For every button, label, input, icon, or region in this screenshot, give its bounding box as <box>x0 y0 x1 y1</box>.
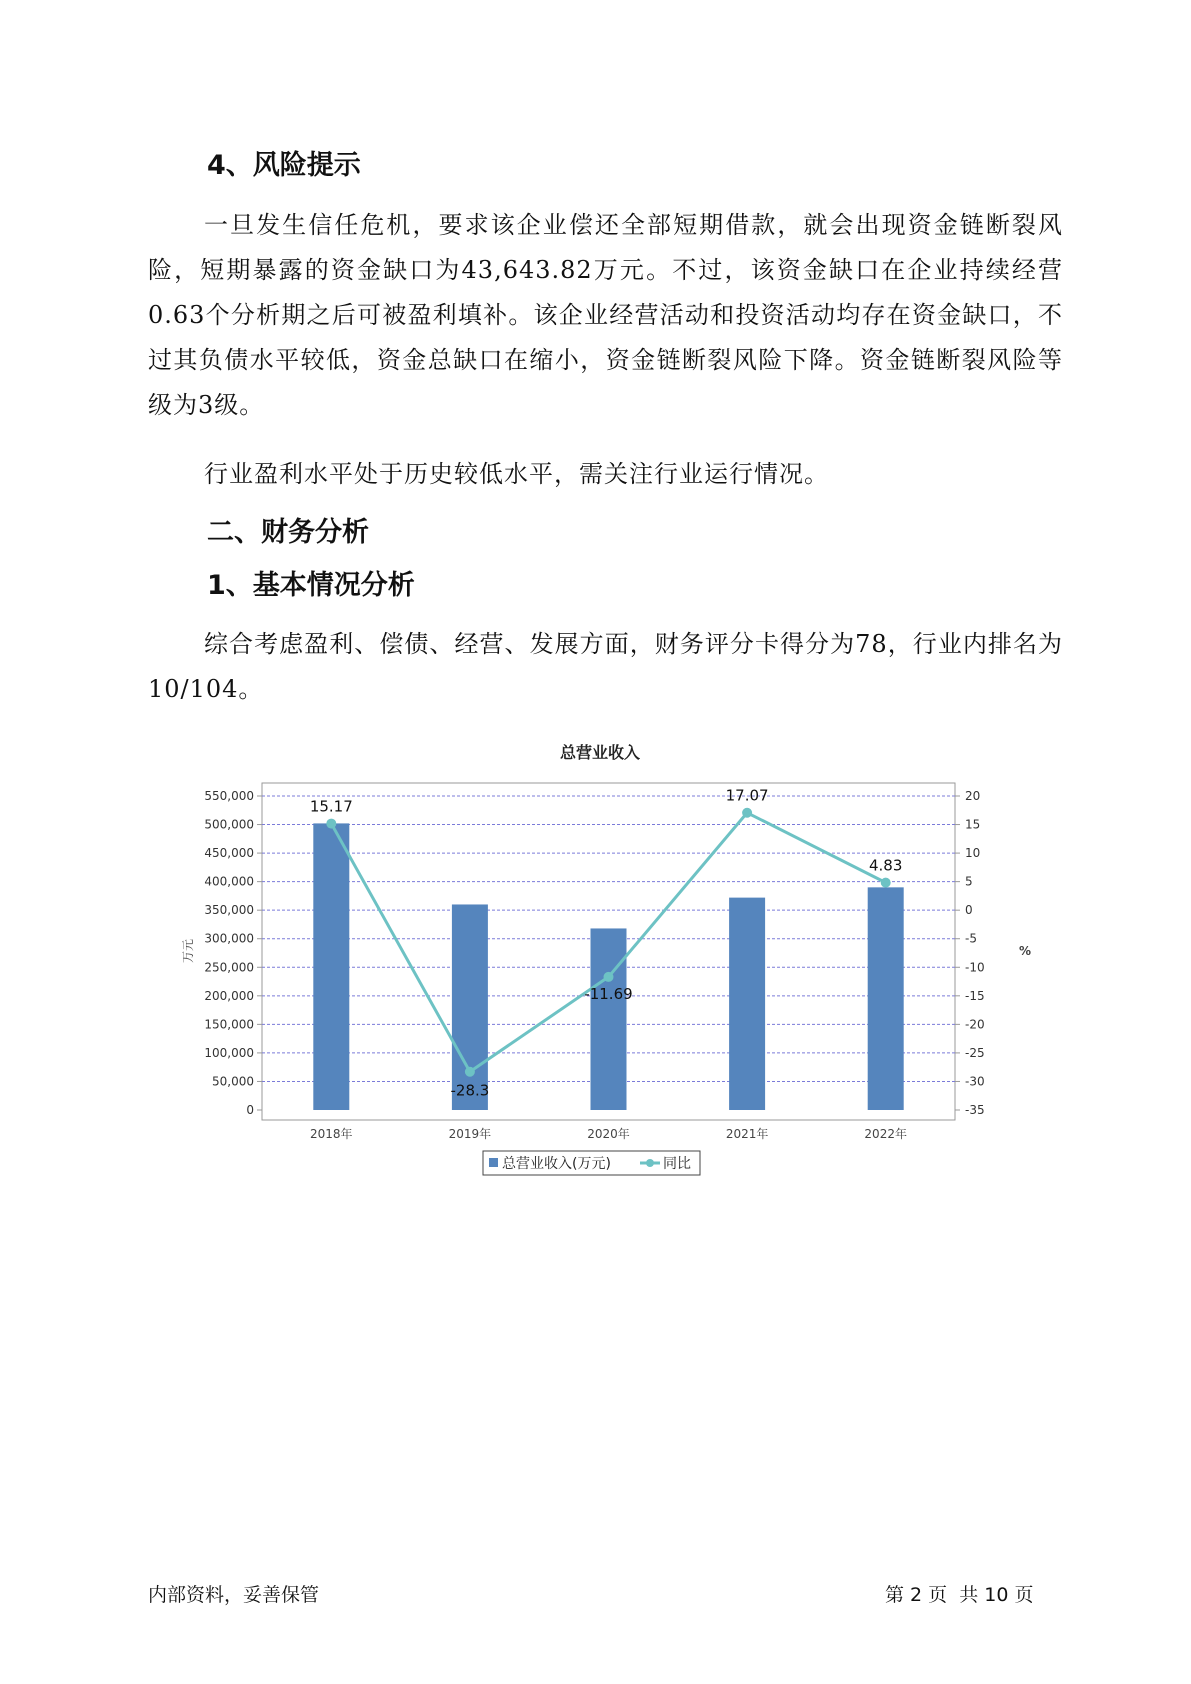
y-right-tick-label: -35 <box>965 1103 985 1117</box>
yoy-data-label: -11.69 <box>584 984 633 1003</box>
industry-paragraph: 行业盈利水平处于历史较低水平，需关注行业运行情况。 <box>204 460 829 488</box>
yoy-point <box>604 972 614 982</box>
y-right-tick-label: -15 <box>965 988 985 1003</box>
legend-line-marker <box>646 1159 654 1167</box>
x-tick-label: 2022年 <box>864 1127 907 1141</box>
x-tick-label: 2020年 <box>587 1127 630 1141</box>
chart-title: 总营业收入 <box>559 743 641 762</box>
y-right-tick-label: -5 <box>965 931 977 946</box>
footer-page-number: 第 2 页 共 10 页 <box>885 1584 1034 1606</box>
yoy-data-label: -28.3 <box>450 1081 490 1100</box>
y-tick-label: 500,000 <box>204 817 254 832</box>
yoy-point <box>326 819 336 829</box>
revenue-chart <box>180 738 1040 1193</box>
yoy-data-label: 15.17 <box>309 797 353 816</box>
y-right-tick-label: 10 <box>965 846 981 861</box>
y-right-tick-label: -30 <box>965 1074 985 1089</box>
y-axis-label: 万元 <box>181 938 195 964</box>
y-tick-label: 100,000 <box>204 1045 254 1060</box>
y-right-tick-label: 5 <box>965 874 973 889</box>
revenue-bar <box>591 928 627 1110</box>
y-tick-label: 550,000 <box>204 789 254 803</box>
footer-confidential: 内部资料，妥善保管 <box>148 1584 320 1606</box>
revenue-bar <box>868 887 904 1110</box>
risk-paragraph: 一旦发生信任危机，要求该企业偿还全部短期借款，就会出现资金链断裂风险，短期暴露的资金缺口为43,643.82万元。不过，该资金缺口在企业持续经营 0.63个分析期之后可被盈利填补。该企业经营活动和投资活动均存在资金缺口，不过其负债水平较低，资金总缺口在缩小，资金链断裂风险下降。资金链断裂风险等级为3级。 <box>148 211 1063 419</box>
revenue-bar <box>452 904 488 1110</box>
y-tick-label: 0 <box>246 1103 254 1117</box>
y-tick-label: 250,000 <box>204 960 254 975</box>
y-tick-label: 450,000 <box>204 846 254 861</box>
y-right-tick-label: -10 <box>965 960 985 975</box>
risk-heading: 4、风险提示 <box>207 150 361 181</box>
x-tick-label: 2018年 <box>310 1127 353 1141</box>
basic-heading: 1、基本情况分析 <box>207 570 415 601</box>
yoy-point <box>881 878 891 888</box>
y-tick-label: 350,000 <box>204 903 254 918</box>
y-tick-label: 400,000 <box>204 874 254 889</box>
y-axis-right-label: % <box>1018 944 1032 958</box>
revenue-bar <box>729 898 765 1110</box>
chart-legend <box>483 1151 700 1175</box>
y-right-tick-label: 15 <box>965 817 981 832</box>
y-tick-label: 50,000 <box>212 1074 254 1089</box>
legend-bar-label: 总营业收入(万元) <box>502 1156 611 1172</box>
revenue-bar <box>313 823 349 1110</box>
y-tick-label: 150,000 <box>204 1017 254 1032</box>
finance-heading: 二、财务分析 <box>207 517 369 548</box>
yoy-point <box>742 808 752 818</box>
x-tick-label: 2019年 <box>448 1127 492 1141</box>
legend-line-label: 同比 <box>663 1156 691 1172</box>
y-right-tick-label: -20 <box>965 1017 985 1032</box>
y-tick-label: 200,000 <box>204 988 254 1003</box>
yoy-data-label: 4.83 <box>868 856 903 875</box>
yoy-point <box>465 1067 475 1077</box>
basic-paragraph: 综合考虑盈利、偿债、经营、发展方面，财务评分卡得分为78，行业内排名为10/104。 <box>148 630 1063 703</box>
y-right-tick-label: 0 <box>965 903 973 918</box>
yoy-data-label: 17.07 <box>725 786 769 805</box>
y-right-tick-label: 20 <box>965 789 981 803</box>
x-tick-label: 2021年 <box>725 1127 769 1141</box>
legend-bar-swatch <box>489 1158 498 1167</box>
y-tick-label: 300,000 <box>204 931 254 946</box>
y-right-tick-label: -25 <box>965 1045 985 1060</box>
